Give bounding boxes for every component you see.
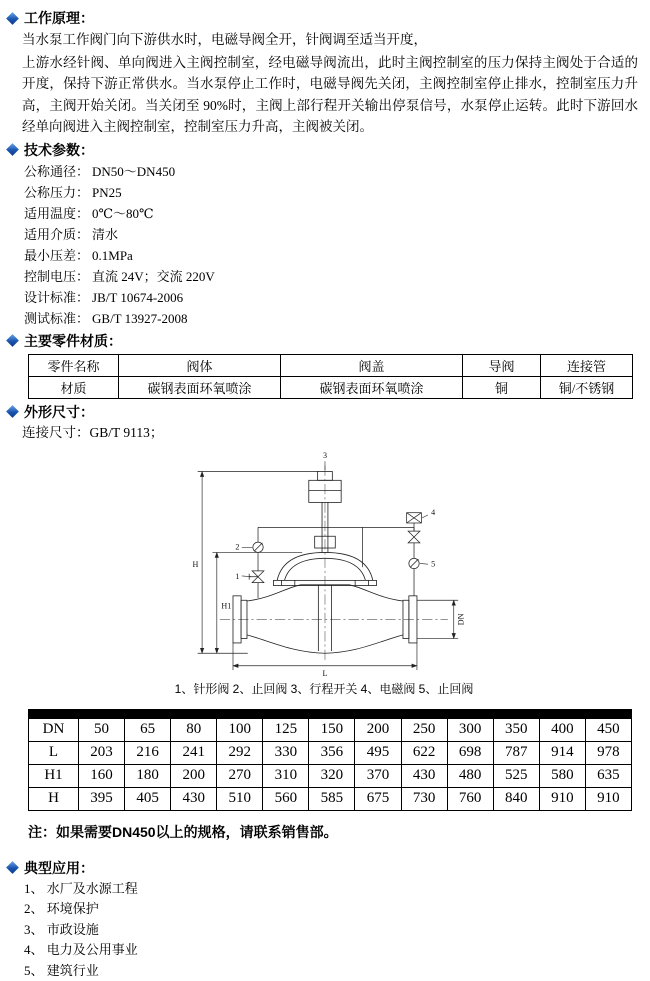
dim-cell: 180 (125, 764, 171, 787)
tech-param-item (24, 203, 640, 224)
param-value: GB/T 13927-2008 (92, 311, 187, 326)
diamond-bullet-icon (6, 12, 19, 25)
callout-1: 1 (235, 571, 239, 580)
dim-cell: 80 (171, 718, 217, 741)
section-title-applications (8, 859, 640, 877)
materials-header-row (29, 354, 633, 376)
dim-cell: 510 (217, 787, 263, 810)
valve-drawing-area (8, 445, 640, 697)
dim-cell: 216 (125, 741, 171, 764)
connection-standard-text: 连接尺寸：GB/T 9113； (22, 423, 640, 443)
dim-cell: 730 (401, 787, 447, 810)
dim-cell: 450 (585, 718, 631, 741)
dim-row-l (29, 741, 632, 764)
section-title-materials (8, 332, 640, 350)
dim-cell: 241 (171, 741, 217, 764)
param-label: 设计标准： (24, 290, 89, 305)
section-title-tech-params (8, 141, 640, 159)
applications-title-text: 典型应用： (24, 858, 94, 878)
dim-row-h1 (29, 764, 632, 787)
materials-value-cell: 碳钢表面环氧喷涂 (281, 376, 463, 398)
dim-cell: 910 (539, 787, 585, 810)
materials-header-cell: 导阀 (463, 354, 541, 376)
materials-value-row (29, 376, 633, 398)
dim-cell: 310 (263, 764, 309, 787)
param-value: 直流 24V；交流 220V (92, 269, 215, 284)
principle-paragraph-2: 上游水经针阀、单向阀进入主阀控制室，经电磁导阀流出，此时主阀控制室的压力保持主阀处于合适的开度，保持下游正常供水。当水泵停止工作时，电磁导阀先关闭，主阀控制室停止排水，控制室压力升高，主阀开始关闭。当关闭至 90%时，主阀上部行程开关输出停泵信号，水泵停止运转。此时下游回水经单向阀进入主阀控制室，控制室压力升高，主阀被关闭。 (22, 52, 638, 138)
dim-cell: 100 (217, 718, 263, 741)
dim-cell: 480 (447, 764, 493, 787)
materials-row-label: 材质 (29, 376, 119, 398)
principle-title-text: 工作原理： (24, 8, 94, 28)
materials-header-cell: 阀盖 (281, 354, 463, 376)
dim-cell: 292 (217, 741, 263, 764)
dim-cell: 978 (585, 741, 631, 764)
tech-params-title-text: 技术参数： (24, 140, 94, 160)
materials-header-cell: 阀体 (119, 354, 281, 376)
dim-cell: 635 (585, 764, 631, 787)
application-item: 2、 环境保护 (24, 899, 640, 920)
dimensions-table (28, 718, 632, 811)
dim-label-l: L (322, 669, 327, 678)
tech-param-item (24, 308, 640, 329)
param-label: 适用介质： (24, 227, 89, 242)
applications-list (24, 879, 640, 981)
dim-row-label: DN (29, 718, 79, 741)
callout-4: 4 (431, 507, 435, 516)
materials-table (28, 354, 633, 399)
application-item: 4、 电力及公用事业 (24, 940, 640, 961)
dimensions-title-text: 外形尺寸： (24, 402, 94, 422)
dim-cell: 622 (401, 741, 447, 764)
dim-cell: 914 (539, 741, 585, 764)
dim-cell: 910 (585, 787, 631, 810)
diamond-bullet-icon (6, 143, 19, 156)
dim-cell: 65 (125, 718, 171, 741)
dim-cell: 840 (493, 787, 539, 810)
callout-leaders (242, 461, 428, 577)
dim-label-h1: H1 (221, 601, 231, 610)
dim-row-h (29, 787, 632, 810)
principle-paragraph-1: 当水泵工作阀门向下游供水时，电磁导阀全开，针阀调至适当开度， (22, 29, 638, 51)
dim-cell: 160 (79, 764, 125, 787)
application-item: 5、 建筑行业 (24, 961, 640, 981)
param-value: 0.1MPa (92, 248, 133, 263)
dim-cell: 250 (401, 718, 447, 741)
param-label: 公称通径： (24, 164, 89, 179)
drawing-labels (192, 451, 465, 678)
dim-cell: 350 (493, 718, 539, 741)
dim-cell: 203 (79, 741, 125, 764)
application-item: 1、 水厂及水源工程 (24, 879, 640, 900)
dim-cell: 698 (447, 741, 493, 764)
materials-value-cell: 铜/不锈钢 (541, 376, 633, 398)
materials-header-cell: 零件名称 (29, 354, 119, 376)
dim-cell: 430 (171, 787, 217, 810)
dim-cell: 430 (401, 764, 447, 787)
dim-cell: 200 (355, 718, 401, 741)
param-value: JB/T 10674-2006 (92, 290, 183, 305)
dim-cell: 495 (355, 741, 401, 764)
note-text: 注：如果需要DN450以上的规格，请联系销售部。 (28, 822, 640, 842)
param-label: 最小压差： (24, 248, 89, 263)
dim-cell: 356 (309, 741, 355, 764)
materials-title-text: 主要零件材质： (24, 331, 122, 351)
param-value: 清水 (92, 227, 118, 242)
diamond-bullet-icon (6, 405, 19, 418)
dim-cell: 50 (79, 718, 125, 741)
dim-label-dn: DN (456, 613, 465, 625)
dim-row-label: H (29, 787, 79, 810)
dim-cell: 525 (493, 764, 539, 787)
param-value: 0℃～80℃ (92, 206, 154, 221)
dim-cell: 580 (539, 764, 585, 787)
table-top-black-bar (28, 709, 632, 718)
tech-param-item (24, 245, 640, 266)
dim-cell: 300 (447, 718, 493, 741)
tech-param-item (24, 182, 640, 203)
dim-label-h: H (192, 560, 198, 569)
dimension-lines (197, 471, 457, 670)
section-title-dimensions (8, 403, 640, 421)
drawing-caption: 1、针形阀 2、止回阀 3、行程开关 4、电磁阀 5、止回阀 (8, 680, 640, 697)
callout-2: 2 (235, 542, 239, 551)
dim-row-dn (29, 718, 632, 741)
dim-cell: 125 (263, 718, 309, 741)
param-label: 测试标准： (24, 311, 89, 326)
param-label: 适用温度： (24, 206, 89, 221)
dim-cell: 370 (355, 764, 401, 787)
dim-cell: 150 (309, 718, 355, 741)
dim-cell: 400 (539, 718, 585, 741)
dim-cell: 405 (125, 787, 171, 810)
diamond-bullet-icon (6, 861, 19, 874)
dim-cell: 760 (447, 787, 493, 810)
valve-technical-drawing (155, 445, 493, 679)
dim-cell: 560 (263, 787, 309, 810)
callout-3: 3 (323, 451, 327, 460)
param-value: PN25 (92, 185, 122, 200)
dim-row-label: H1 (29, 764, 79, 787)
param-label: 公称压力： (24, 185, 89, 200)
dim-cell: 200 (171, 764, 217, 787)
dim-cell: 395 (79, 787, 125, 810)
tech-param-item (24, 161, 640, 182)
diamond-bullet-icon (6, 334, 19, 347)
param-value: DN50～DN450 (92, 164, 175, 179)
materials-value-cell: 铜 (463, 376, 541, 398)
tech-param-item (24, 287, 640, 308)
callout-5: 5 (431, 559, 435, 568)
dim-row-label: L (29, 741, 79, 764)
dim-cell: 585 (309, 787, 355, 810)
tech-param-item (24, 224, 640, 245)
dim-cell: 675 (355, 787, 401, 810)
param-label: 控制电压： (24, 269, 89, 284)
dim-cell: 330 (263, 741, 309, 764)
tech-param-item (24, 266, 640, 287)
tech-params-list (24, 161, 640, 329)
materials-value-cell: 碳钢表面环氧喷涂 (119, 376, 281, 398)
dim-cell: 787 (493, 741, 539, 764)
section-title-principle (8, 9, 640, 27)
dim-cell: 320 (309, 764, 355, 787)
dim-cell: 270 (217, 764, 263, 787)
application-item: 3、 市政设施 (24, 920, 640, 941)
materials-header-cell: 连接管 (541, 354, 633, 376)
